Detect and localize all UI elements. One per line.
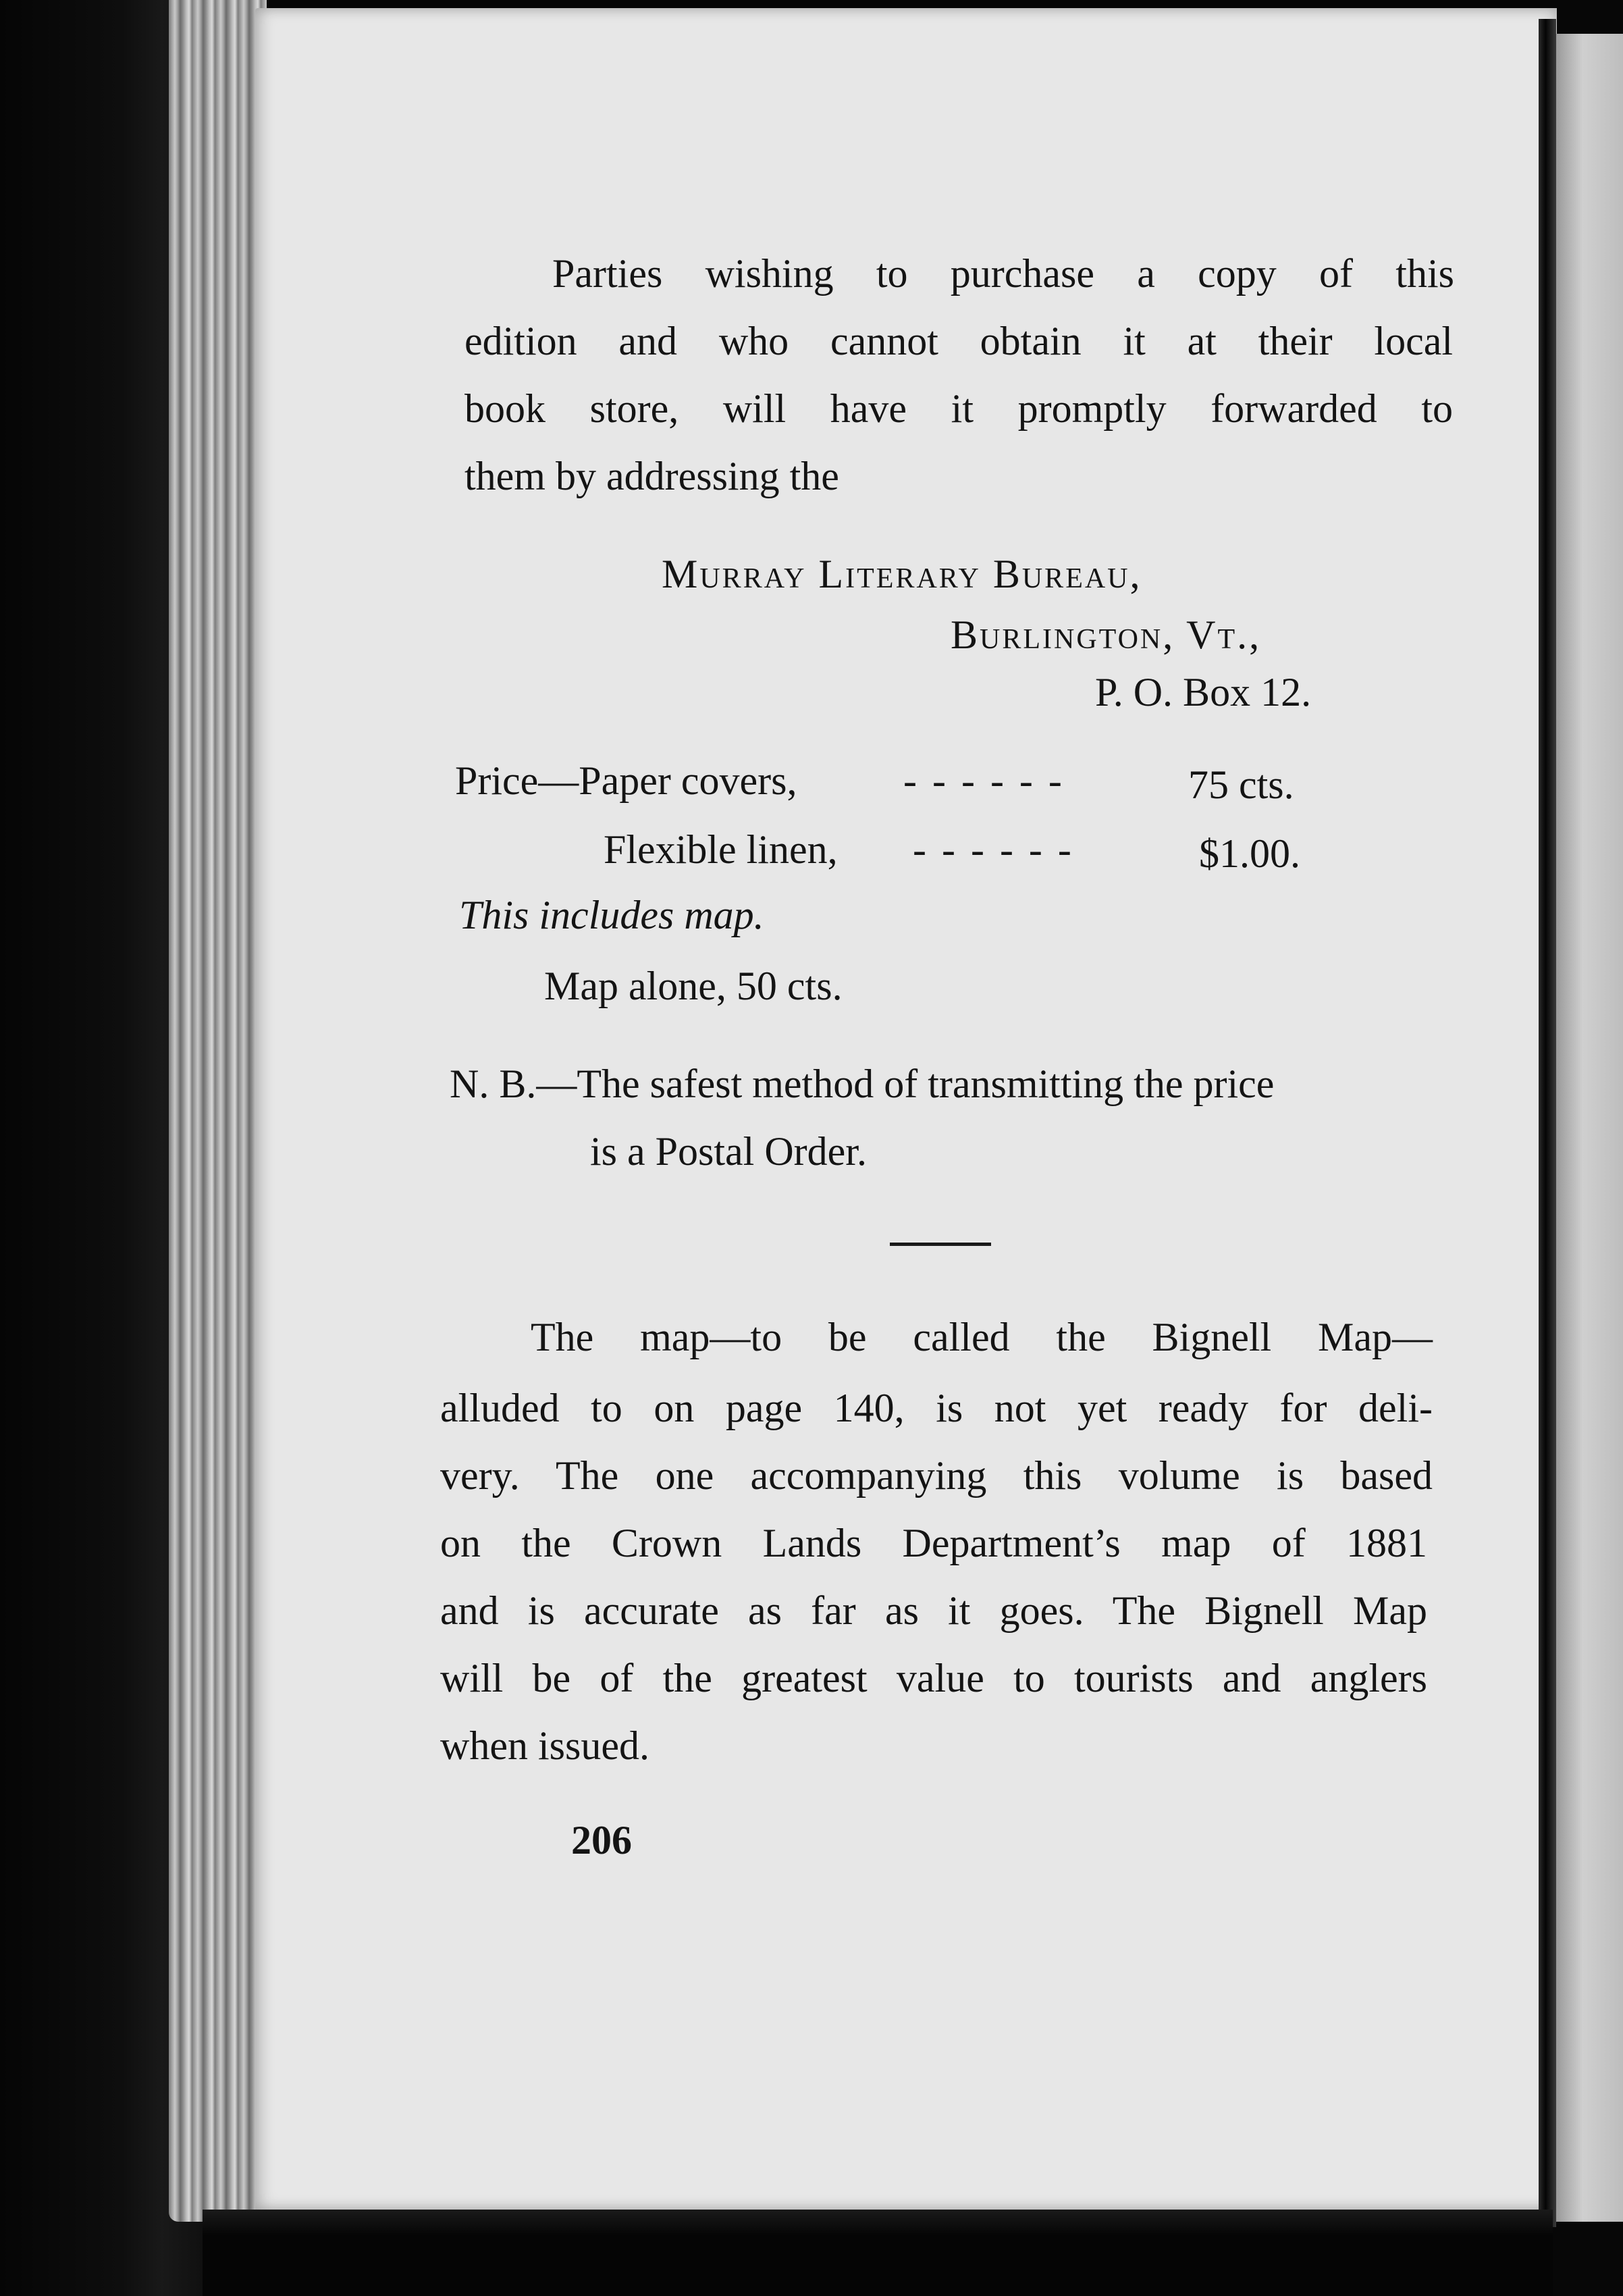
price-dots-linen: - - - - - - bbox=[913, 827, 1074, 872]
map-para-line-6: will be of the greatest value to tourists and anglers bbox=[440, 1656, 1427, 1700]
address-line-3: P. O. Box 12. bbox=[1095, 670, 1312, 714]
map-price: Map alone, 50 cts. bbox=[544, 964, 843, 1008]
price-value-linen: $1.00. bbox=[1199, 831, 1300, 876]
map-para-line-2: alluded to on page 140, is not yet ready for deli- bbox=[440, 1386, 1433, 1430]
intro-line-2: edition and who cannot obtain it at their local bbox=[464, 319, 1453, 363]
bottom-edge bbox=[203, 2210, 1553, 2296]
nb-line-1: N. B.—The safest method of transmitting the price bbox=[450, 1062, 1275, 1106]
map-para-line-5: and is accurate as far as it goes. The Bignell Map bbox=[440, 1588, 1427, 1633]
section-divider bbox=[890, 1243, 991, 1246]
page-edges bbox=[169, 0, 267, 2222]
intro-line-1: Parties wishing to purchase a copy of this bbox=[552, 251, 1454, 296]
nb-line-2: is a Postal Order. bbox=[590, 1129, 867, 1174]
intro-line-4: them by addressing the bbox=[464, 454, 839, 498]
map-para-line-3: very. The one accompanying this volume is based bbox=[440, 1453, 1433, 1498]
next-page-edge bbox=[1556, 34, 1623, 2222]
price-dots-paper: - - - - - - bbox=[903, 758, 1065, 803]
address-line-2: Burlington, Vt., bbox=[951, 612, 1262, 657]
price-label-linen: Flexible linen, bbox=[604, 827, 838, 872]
includes-note: This includes map. bbox=[459, 893, 764, 937]
map-para-line-4: on the Crown Lands Department’s map of 1881 bbox=[440, 1521, 1427, 1565]
price-value-paper: 75 cts. bbox=[1188, 762, 1294, 807]
map-para-line-7: when issued. bbox=[440, 1723, 649, 1768]
address-line-1: Murray Literary Bureau, bbox=[662, 552, 1142, 596]
intro-line-3: book store, will have it promptly forwarded to bbox=[464, 386, 1453, 431]
map-para-line-1: The map—to be called the Bignell Map— bbox=[531, 1315, 1433, 1359]
gutter bbox=[1539, 19, 1556, 2227]
price-label-paper: Price—Paper covers, bbox=[455, 758, 797, 803]
page-number: 206 bbox=[571, 1818, 632, 1862]
